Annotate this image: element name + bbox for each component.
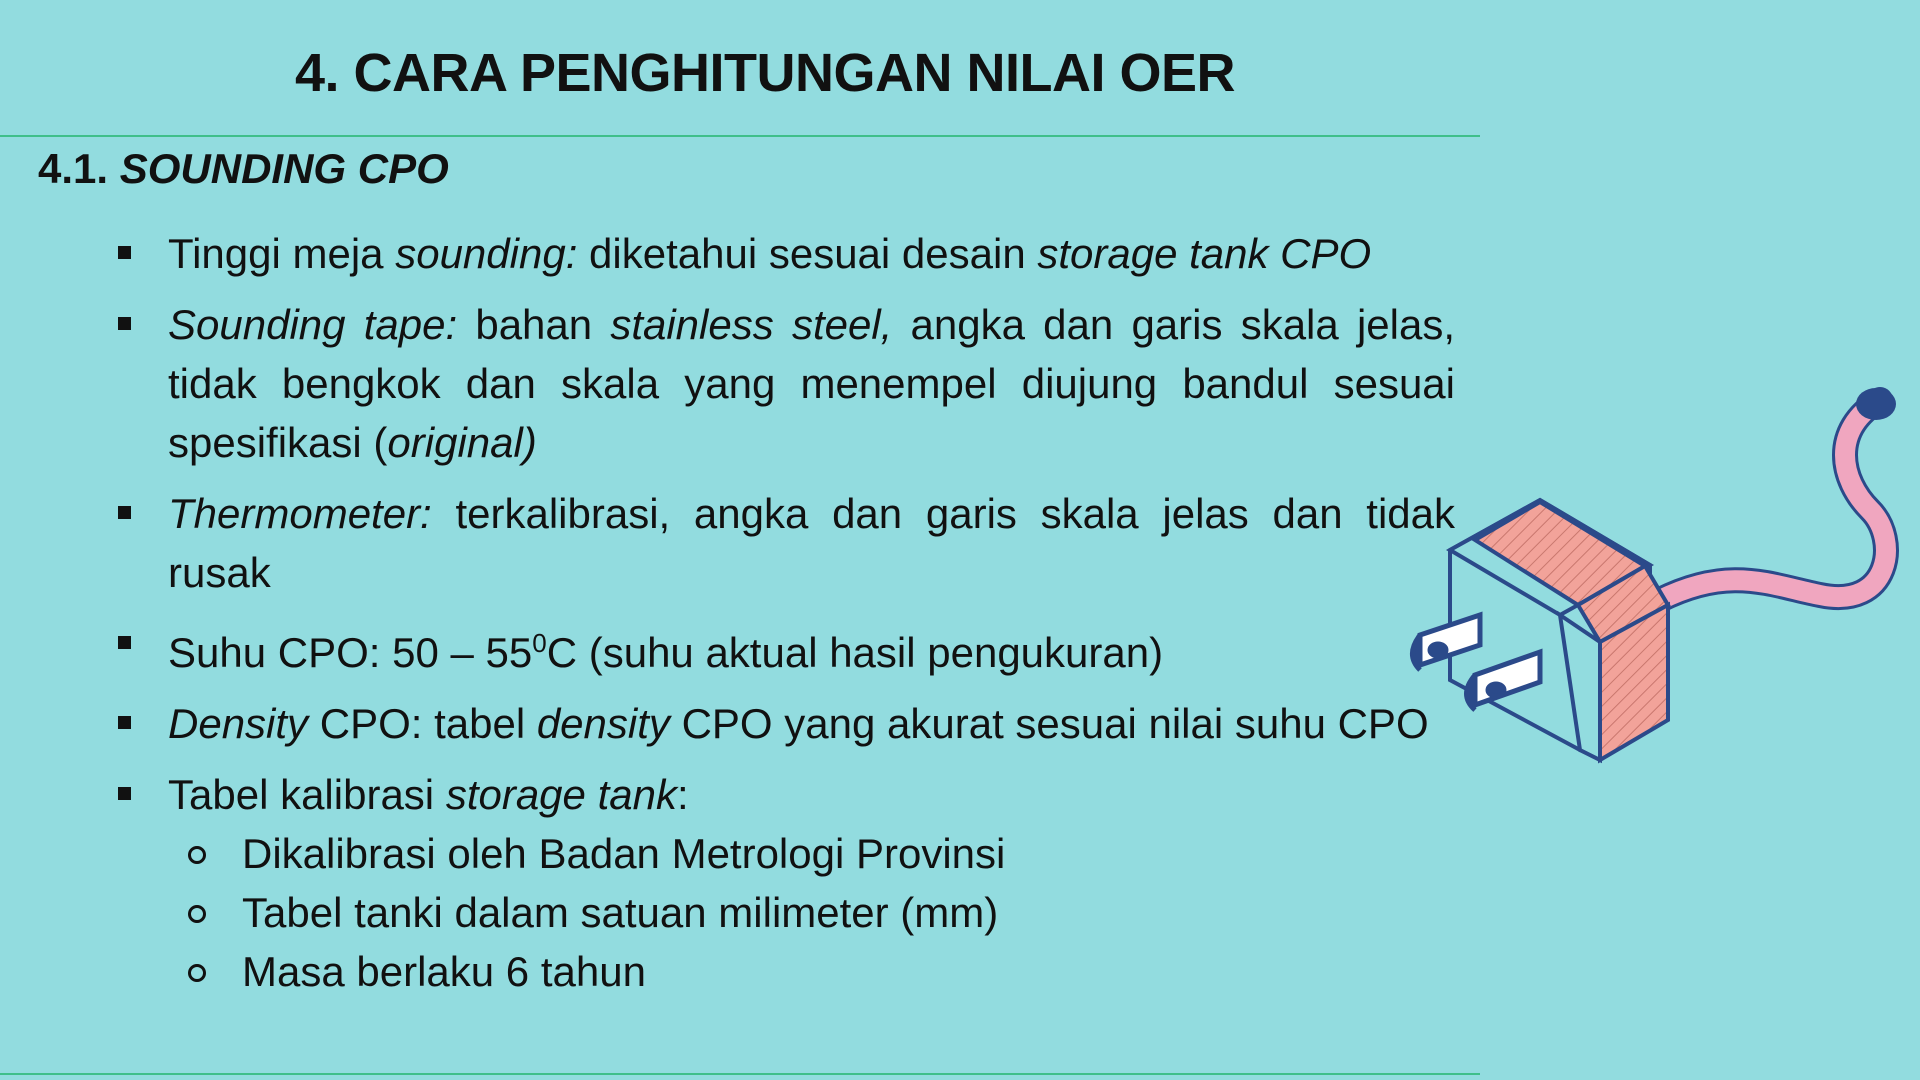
section-title: SOUNDING CPO <box>119 145 449 192</box>
text: diketahui sesuai desain <box>577 230 1038 277</box>
text-italic: original) <box>387 419 537 466</box>
text-italic: density <box>536 700 670 747</box>
bullet-list <box>110 224 1455 1001</box>
section-number: 4.1. <box>38 145 109 192</box>
list-item <box>110 224 1455 283</box>
text: Tinggi meja <box>168 230 396 277</box>
list-item <box>110 765 1455 1001</box>
text: : <box>676 771 689 818</box>
bottom-divider <box>0 1073 1480 1075</box>
hollow-circle-icon <box>188 846 206 864</box>
list-item <box>110 694 1455 753</box>
text-italic: storage tank <box>445 771 677 818</box>
text: Tabel tanki dalam satuan milimeter (mm) <box>242 889 999 936</box>
text-italic: sounding: <box>395 230 578 277</box>
text-italic: stainless steel, <box>610 301 893 348</box>
text: CPO: tabel <box>308 700 537 747</box>
text: Dikalibrasi oleh Badan Metrologi Provinsi <box>242 830 1006 877</box>
sub-list <box>168 824 1455 1001</box>
list-item <box>110 295 1455 472</box>
sub-list-item <box>168 824 1455 883</box>
text-italic: storage tank CPO <box>1037 230 1372 277</box>
sub-list-item <box>168 942 1455 1001</box>
text: angka dan garis skala jelas, tidak bengkok dan skala yang menempel diujung bandul sesuai spesifikasi ( <box>168 301 1455 466</box>
hollow-circle-icon <box>188 964 206 982</box>
text-italic: Density <box>168 700 309 747</box>
text: terkalibrasi, angka dan garis skala jelas dan tidak rusak <box>168 490 1455 596</box>
text-italic: Sounding tape: <box>168 301 458 348</box>
sub-list-item <box>168 883 1455 942</box>
section-heading <box>38 145 449 193</box>
list-item <box>110 614 1455 682</box>
slide-title: 4. CARA PENGHITUNGAN NILAI OER <box>294 43 1236 103</box>
text: bahan <box>457 301 611 348</box>
hollow-circle-icon <box>188 905 206 923</box>
top-divider <box>0 135 1480 137</box>
text-italic: Thermometer: <box>168 490 432 537</box>
list-item <box>110 484 1455 602</box>
text: Masa berlaku 6 tahun <box>242 948 646 995</box>
electric-plug-icon <box>1400 370 1920 770</box>
text: CPO yang akurat sesuai nilai suhu CPO <box>669 700 1429 747</box>
text: Tabel kalibrasi <box>168 771 446 818</box>
text: C (suhu aktual hasil pengukuran) <box>546 629 1164 676</box>
text: Suhu CPO: 50 – 55 <box>168 629 533 676</box>
superscript: 0 <box>532 628 547 658</box>
